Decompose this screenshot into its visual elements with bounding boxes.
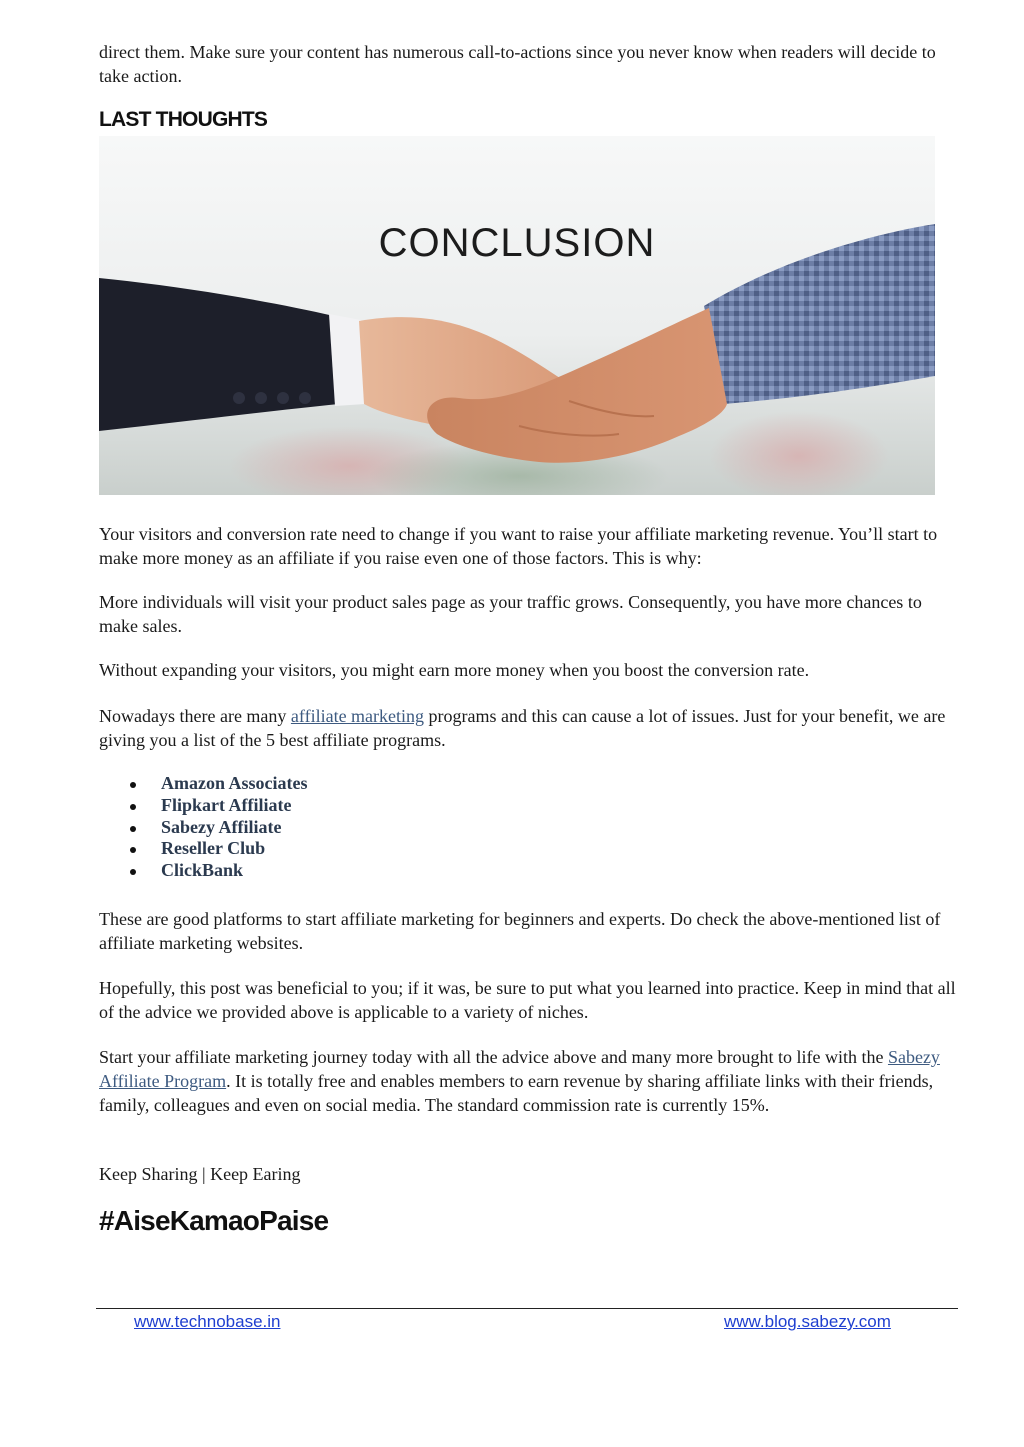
- sabezy-affiliate-program-link[interactable]: Sabezy Affiliate Program: [99, 1047, 940, 1091]
- program-name: Flipkart Affiliate: [161, 794, 292, 815]
- bullet-icon: [130, 826, 136, 832]
- program-name: Sabezy Affiliate: [161, 816, 282, 837]
- program-name: ClickBank: [161, 860, 244, 881]
- paragraph-keep-sharing: Keep Sharing | Keep Earing: [99, 1164, 301, 1184]
- affiliate-marketing-link[interactable]: affiliate marketing: [290, 706, 425, 726]
- last-thoughts-heading: LAST THOUGHTS: [99, 108, 268, 131]
- list-item: [99, 817, 308, 839]
- hashtag-heading: #AiseKamaoPaise: [99, 1205, 329, 1236]
- footer-technobase-link[interactable]: www.technobase.in: [134, 1312, 281, 1331]
- programs-intro-text-before: Nowadays there are many: [99, 706, 291, 726]
- paragraph-programs-intro: [99, 704, 959, 752]
- footer-blog-sabezy-link[interactable]: www.blog.sabezy.com: [724, 1312, 891, 1331]
- program-name: Amazon Associates: [161, 773, 308, 793]
- programs-intro-text-after: programs and this can cause a lot of issues. Just for your benefit, we are giving you a list of the 5 best affiliate programs.: [99, 706, 946, 750]
- list-item: [99, 773, 308, 795]
- start-journey-text-before: Start your affiliate marketing journey today with all the advice above and many more brought to life with the: [99, 1047, 888, 1067]
- program-name: Reseller Club: [161, 838, 266, 859]
- list-item: [99, 860, 308, 882]
- paragraph-hopefully: Hopefully, this post was beneficial to you; if it was, be sure to put what you learned into practice. Keep in mind that all of the advice we provided above is applicable to a variety of niches.: [99, 978, 956, 1022]
- start-journey-text-after: . It is totally free and enables members to earn revenue by sharing affiliate links with their friends, family, colleagues and even on social media. The standard commission rate is currently 15%.: [99, 1071, 934, 1115]
- affiliate-programs-list: [99, 773, 308, 882]
- paragraph-conversion: Without expanding your visitors, you might earn more money when you boost the conversion rate.: [99, 660, 810, 680]
- paragraph-traffic: More individuals will visit your product sales page as your traffic grows. Consequently, you have more chances to make sales.: [99, 592, 922, 636]
- intro-continued-paragraph: direct them. Make sure your content has numerous call-to-actions since you never know when readers will decide to take action.: [99, 42, 936, 86]
- bullet-icon: [130, 782, 136, 788]
- paragraph-platforms: These are good platforms to start affiliate marketing for beginners and experts. Do check the above-mentioned list of affiliate marketing websites.: [99, 909, 941, 953]
- conclusion-handshake-image: [99, 136, 935, 495]
- bullet-icon: [130, 804, 136, 810]
- paragraph-revenue: Your visitors and conversion rate need to change if you want to raise your affiliate marketing revenue. You’ll start to make more money as an affiliate if you raise even one of those factors. This is why:: [99, 524, 938, 568]
- list-item: [99, 838, 308, 860]
- paragraph-start-journey: [99, 1045, 959, 1117]
- conclusion-image-text: CONCLUSION: [378, 221, 656, 265]
- list-item: [99, 795, 308, 817]
- bullet-icon: [130, 869, 136, 875]
- footer-divider: [96, 1308, 958, 1309]
- bullet-icon: [130, 847, 136, 853]
